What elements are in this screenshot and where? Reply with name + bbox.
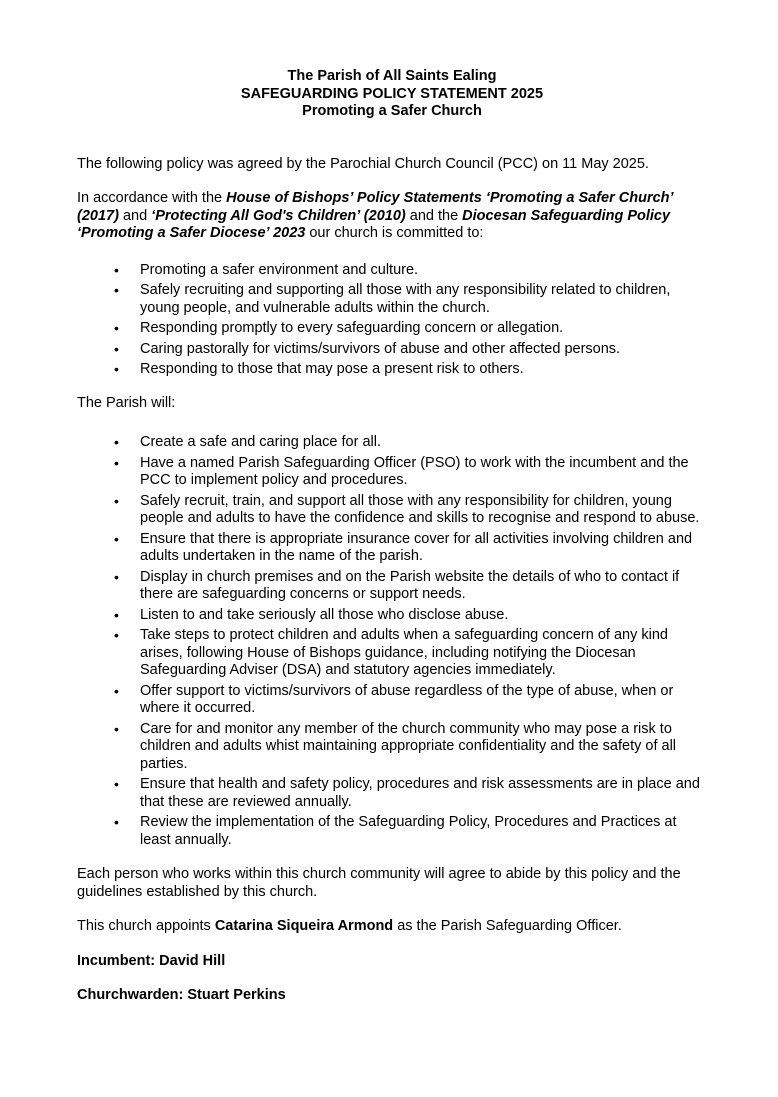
bullet-icon: • [114,606,119,623]
bullet-icon: • [114,776,119,792]
incumbent-line: Incumbent: David Hill [77,952,226,969]
list-item: • Listen to and take seriously all those who disclose abuse. [114,606,509,623]
agreement-paragraph: Each person who works within this church community will agree to abide by this policy and the guidelines established by this church. [77,866,681,900]
list-item: • Create a safe and caring place for all. [114,434,381,450]
bullet-icon: • [114,282,119,298]
list-item: • Responding promptly to every safeguarding concern or allegation. [114,320,564,336]
diocesan-policy-reference: Diocesan Safeguarding Policy ‘Promoting a Safer Diocese’ 2023 [77,207,671,241]
list-item: • Caring pastorally for victims/survivors of abuse and other affected persons. [114,340,621,357]
list-item: • Ensure that health and safety policy, procedures and risk assessments are in place and that these are reviewed annually. [114,776,700,810]
bullet-icon: • [114,568,119,585]
appointment-paragraph: This church appoints Catarina Siqueira Armond as the Parish Safeguarding Officer. [77,918,622,934]
house-of-bishops-reference: House of Bishops’ Policy Statements ‘Promoting a Safer Church’ (2017) [77,190,674,224]
list-item: • Offer support to victims/survivors of abuse regardless of the type of abuse, when or where it occurred. [114,682,674,716]
bullet-icon: • [114,492,119,509]
accordance-text-2: and [118,207,152,224]
list-item: • Have a named Parish Safeguarding Officer (PSO) to work with the incumbent and the PCC to implement policy and procedures. [114,454,689,488]
list-item: • Display in church premises and on the Parish website the details of who to contact if there are safeguarding concerns or support needs. [114,568,680,602]
bullet-icon: • [114,720,119,737]
bullet-icon: • [114,454,119,471]
list-item: • Safely recruit, train, and support all those with any responsibility for children, young people and adults to have the confidence and skills to recognise and respond to abuse. [114,492,700,526]
bullet-icon: • [114,261,119,278]
bullet-icon: • [114,320,119,336]
churchwarden-line: Churchwarden: Stuart Perkins [77,987,286,1003]
bullet-icon: • [114,682,119,699]
list-item: • Care for and monitor any member of the church community who may pose a risk to children and adults whist maintaining appropriate confidentiality and the safety of all parties. [114,720,677,772]
parish-will-list [77,434,707,849]
bullet-icon: • [114,340,119,357]
list-item: • Review the implementation of the Safeguarding Policy, Procedures and Practices at least annually. [114,814,677,848]
list-item: • Promoting a safer environment and culture. [114,261,419,278]
intro-paragraph: The following policy was agreed by the Parochial Church Council (PCC) on 11 May 2025. [77,155,649,172]
document-body [77,68,707,1005]
bullet-icon: • [114,434,119,450]
bullet-icon: • [114,627,119,643]
document-header [77,68,707,121]
parish-title: The Parish of All Saints Ealing [287,68,497,84]
accordance-text-3: and the [405,207,463,224]
commitments-list [77,262,707,379]
accordance-text-1: In accordance with the [77,190,227,206]
policy-subtitle: Promoting a Safer Church [302,103,482,119]
list-item: • Responding to those that may pose a present risk to others. [114,361,524,377]
safeguarding-officer-name: Catarina Siqueira Armond [214,918,394,934]
accordance-paragraph [77,190,707,243]
protecting-children-reference: ‘Protecting All God's Children’ (2010) [151,207,406,224]
bullet-icon: • [114,814,119,830]
policy-title: SAFEGUARDING POLICY STATEMENT 2025 [240,85,544,102]
accordance-text-4: our church is committed to: [305,225,484,241]
list-item: • Safely recruiting and supporting all those with any responsibility related to children, young people, and vulnerable adults within the church. [114,282,671,316]
list-item: • Ensure that there is appropriate insurance cover for all activities involving children and adults undertaken in the name of the parish. [114,530,693,564]
bullet-icon: • [114,361,119,377]
parish-will-heading: The Parish will: [77,394,176,411]
bullet-icon: • [114,530,119,547]
list-item: • Take steps to protect children and adults when a safeguarding concern of any kind arises, following House of Bishops guidance, including notifying the Diocesan Safeguarding Adviser (DSA) and statutory agencies immediately. [114,627,668,678]
